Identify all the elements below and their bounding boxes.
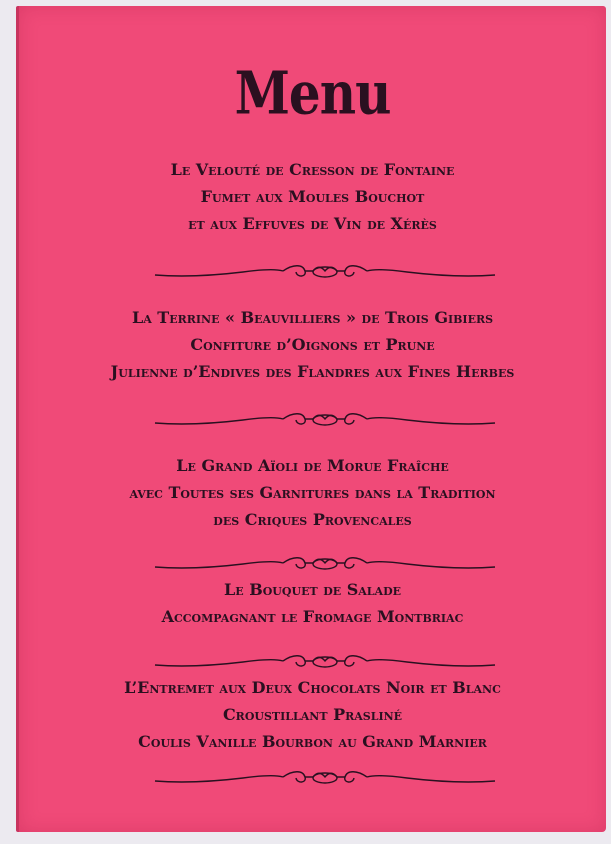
divider-flourish [153, 652, 497, 672]
menu-card [16, 6, 606, 832]
divider-flourish [153, 262, 497, 282]
course-line: Confiture d’Oignons et Prune [190, 335, 435, 354]
course-line: Coulis Vanille Bourbon au Grand Marnier [138, 732, 487, 751]
course-line: Le Grand Aïoli de Morue Fraîche [176, 456, 449, 475]
course-4 [19, 576, 606, 630]
course-line: La Terrine « Beauvilliers » de Trois Gibiers [131, 308, 494, 327]
course-line: Julienne d’Endives des Flandres aux Fines Herbes [110, 362, 515, 381]
course-1 [19, 156, 606, 237]
course-line: Le Bouquet de Salade [224, 580, 401, 599]
course-line: des Criques Provencales [213, 510, 412, 529]
course-2 [19, 304, 606, 385]
course-line: Fumet aux Moules Bouchot [200, 187, 425, 206]
course-line: avec Toutes ses Garnitures dans la Tradition [129, 483, 496, 502]
course-line: Accompagnant le Fromage Montbriac [161, 607, 464, 626]
course-5 [19, 674, 606, 755]
divider-flourish [153, 768, 497, 788]
divider-flourish [153, 410, 497, 430]
course-line: L’Entremet aux Deux Chocolats Noir et Blanc [124, 678, 501, 697]
menu-title: Menu [234, 58, 391, 128]
divider-flourish [153, 554, 497, 574]
course-line: et aux Effuves de Vin de Xérès [188, 214, 437, 233]
course-line: Le Velouté de Cresson de Fontaine [170, 160, 455, 179]
course-line: Croustillant Prasliné [222, 705, 403, 724]
course-3 [19, 452, 606, 533]
